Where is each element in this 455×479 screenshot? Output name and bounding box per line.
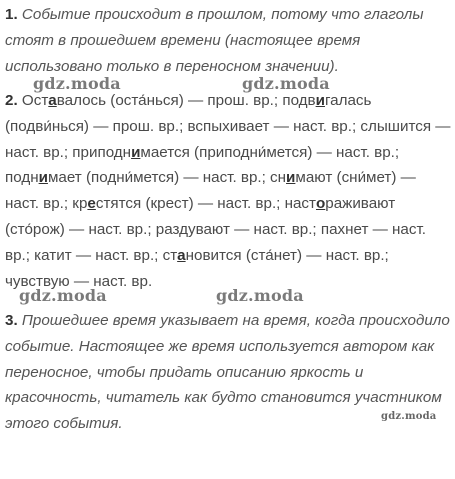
text-segment: мет) — наст. вр.; кр	[5, 169, 416, 213]
stress-letter: и	[286, 169, 296, 187]
stress-mark: а́	[138, 92, 147, 109]
answer-number: 3.	[5, 312, 18, 329]
stress-letter: е	[87, 195, 96, 213]
stress-letter: и	[38, 169, 48, 187]
answer-number: 1.	[5, 6, 18, 23]
text-segment: мается (приподн	[140, 143, 258, 161]
text-segment: раживают (ст	[5, 195, 396, 238]
text-segment: нет) — наст. вр.; чувствую — наст. вр.	[5, 246, 389, 290]
text-segment: мают (сн	[295, 169, 358, 187]
answer-1	[5, 2, 451, 79]
text-segment: галась (подв	[5, 92, 372, 135]
stress-letter: о	[315, 195, 326, 213]
stress-letter: и	[315, 92, 325, 109]
answer-text: Прошедшее время указывает на время, когда происходило событие. Настоящее же время используется автором как переносное, чтобы придать описанию яркость и красочность, читатель как будто становится участником этого события.	[5, 312, 450, 433]
stress-mark: и́	[257, 143, 267, 161]
text-segment: новится (ст	[185, 246, 266, 264]
text-segment: мает (подн	[47, 169, 125, 187]
answer-2	[5, 88, 451, 294]
text-segment: нься) — прош. вр.; подв	[146, 92, 316, 109]
stress-letter: а	[177, 246, 186, 264]
watermark: gdz.moda	[381, 411, 437, 422]
stress-mark: и́	[124, 169, 134, 187]
watermark: gdz.moda	[242, 74, 330, 93]
stress-mark: о́	[24, 220, 33, 238]
text-segment: нься) — прош. вр.; вспыхивает — наст. вр.; слышится — наст. вр.; приподн	[5, 117, 451, 161]
stress-mark: и́	[357, 169, 367, 187]
stress-mark: а́	[265, 246, 274, 264]
stress-letter: а	[48, 92, 57, 109]
answer-number: 2.	[5, 92, 18, 109]
watermark: gdz.moda	[33, 74, 121, 93]
answer-text: Событие происходит в прошлом, потому что глаголы стоят в прошедшем времени (настоящее время использовано только в переносном значении).	[5, 6, 424, 75]
text-segment: стятся (крест) — наст. вр.; наст	[95, 195, 316, 213]
watermark: gdz.moda	[216, 286, 304, 305]
text-segment: мется) — наст. вр.; сн	[133, 169, 287, 187]
text-segment: мется) — наст. вр.; подн	[5, 143, 400, 187]
text-segment: рож) — наст. вр.; раздувают — наст. вр.; пахнет — наст. вр.; катит — наст. вр.; ст	[5, 220, 426, 264]
text-segment: Ост	[21, 92, 49, 109]
stress-mark: и́	[43, 117, 52, 135]
answer-text	[5, 92, 450, 290]
text-segment: валось (ост	[56, 92, 139, 109]
watermark: gdz.moda	[19, 286, 107, 305]
stress-letter: и	[131, 143, 141, 161]
